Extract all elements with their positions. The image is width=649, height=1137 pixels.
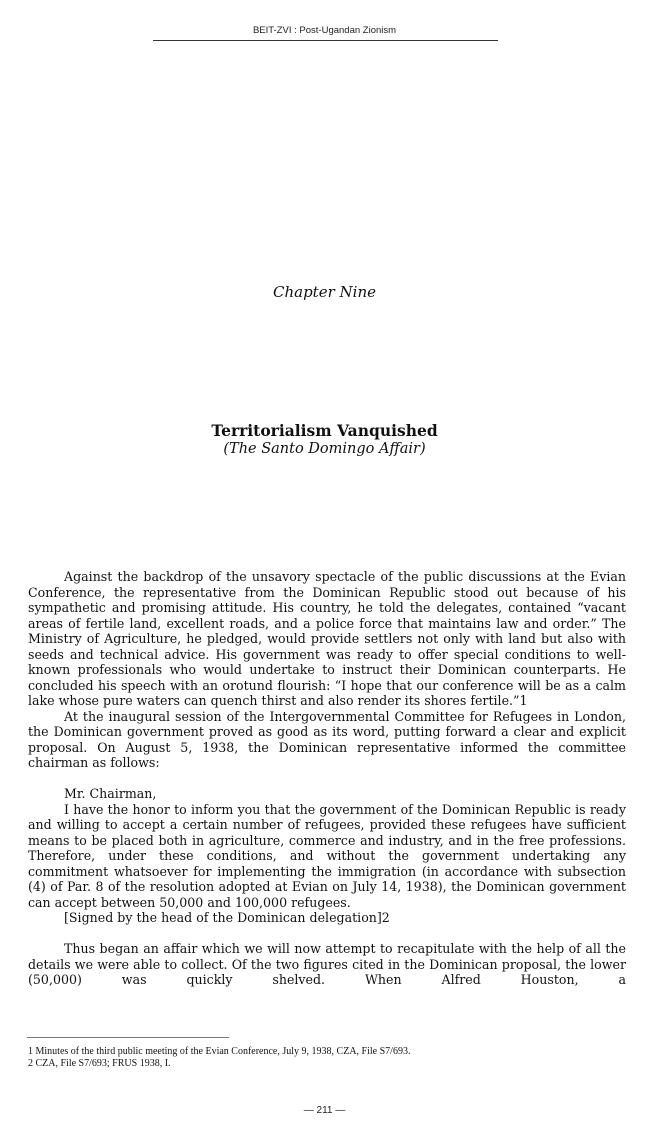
- running-head: BEIT-ZVI : Post-Ugandan Zionism: [252, 25, 397, 36]
- body-text: [28, 569, 626, 988]
- letter-text: I have the honor to inform you that the government of the Dominican Republic is ready and willing to accept a certain number of refugees, provided these refugees have sufficient means to be placed both in agriculture, commerce and industry, and in the free professions. Therefore, under these conditions, and without the government undertaking any commitment whatsoever for implementing the immigration (in accordance with subsection (4) of Par. 8 of the resolution adopted at Evian on July 14, 1938), the Dominican government can accept between 50,000 and 100,000 refugees.: [28, 801, 626, 910]
- letter-salutation: Mr. Chairman,: [64, 786, 157, 801]
- footnote: 2 CZA, File S7/693; FRUS 1938, I.: [28, 1057, 171, 1069]
- footnotes: [28, 1046, 628, 1069]
- chapter-label: Chapter Nine: [273, 283, 376, 301]
- footnote: 1 Minutes of the third public meeting of the Evian Conference, July 9, 1938, CZA, File S7/693.: [28, 1046, 411, 1057]
- paragraph: Thus began an affair which we will now attempt to recapitulate with the help of all the details we were able to collect. Of the two figures cited in the Dominican proposal, the lower (50,000) was quickly shelved. When Alfred Houston, a: [28, 941, 626, 987]
- spacer: [28, 771, 626, 787]
- letter-signature: [Signed by the head of the Dominican delegation]2: [64, 910, 390, 925]
- chapter-title: Territorialism Vanquished: [211, 421, 438, 440]
- paragraph: Against the backdrop of the unsavory spectacle of the public discussions at the Evian Conference, the representative from the Dominican Republic stood out because of his sympathetic and promising attitude. His country, he told the delegates, contained “vacant areas of fertile land, excellent roads, and a police force that maintains law and order.” The Ministry of Agriculture, he pledged, would provide settlers not only with land but also with seeds and technical advice. His government was ready to offer special conditions to well-known professionals who would undertake to instruct their Dominican counterparts. He concluded his speech with an orotund flourish: “I hope that our conference will be as a calm lake whose pure waters can quench thirst and also render its shores fertile.”1: [28, 569, 626, 708]
- paragraph: At the inaugural session of the Intergovernmental Committee for Refugees in London, the Dominican government proved as good as its word, putting forward a clear and explicit proposal. On August 5, 1938, the Dominican representative informed the committee chairman as follows:: [28, 708, 626, 770]
- header-rule: [153, 40, 498, 41]
- page-number: — 211 —: [303, 1105, 346, 1116]
- spacer: [28, 926, 626, 942]
- footnote-rule: [27, 1037, 229, 1038]
- chapter-subtitle: (The Santo Domingo Affair): [223, 441, 426, 457]
